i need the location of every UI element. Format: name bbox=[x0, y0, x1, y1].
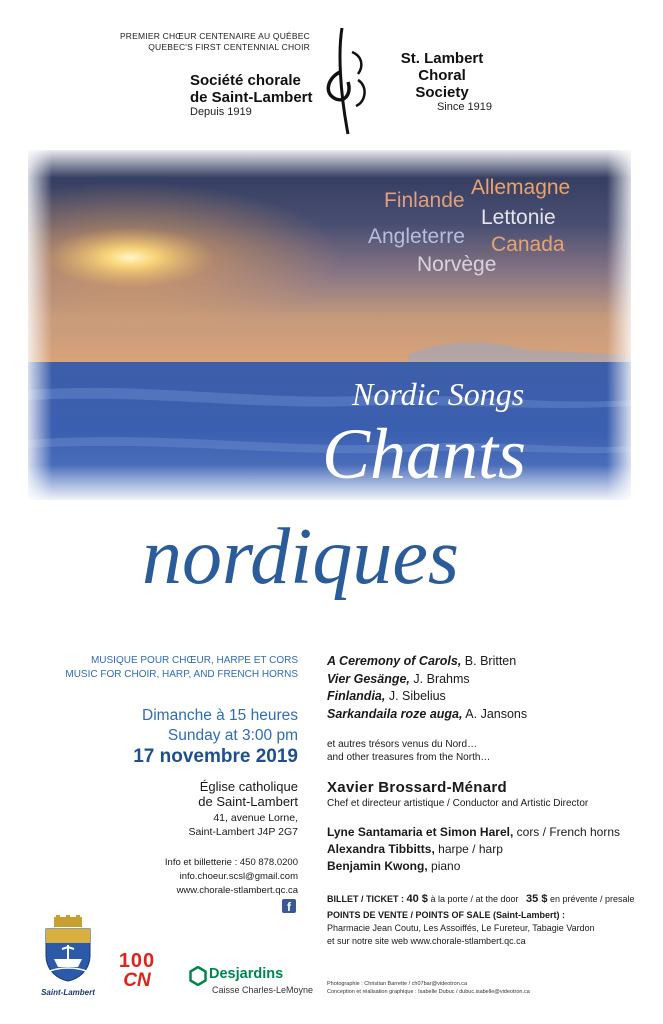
contact-info bbox=[20, 856, 298, 898]
performers-list bbox=[327, 824, 647, 875]
date-en: Sunday at 3:00 pm bbox=[167, 727, 298, 744]
work-item: Sarkandaila roze auga, A. Jansons bbox=[327, 706, 528, 721]
venue: Église catholique de Saint-Lambert bbox=[198, 779, 298, 809]
country-finland: Finlande bbox=[384, 189, 465, 212]
director-role: Chef et directeur artistique / Conductor and Artistic Director bbox=[327, 798, 589, 809]
work-item: Finlandia, J. Sibelius bbox=[327, 689, 446, 703]
desjardins-hexagon-icon bbox=[189, 966, 207, 986]
points-of-sale-line1: Pharmacie Jean Coutu, Les Assoiffés, Le Fureteur, Tabagie Vardon bbox=[327, 923, 595, 933]
city-crest-icon bbox=[40, 915, 96, 983]
country-norway: Norvège bbox=[417, 253, 497, 276]
tagline-en: QUEBEC'S FIRST CENTENNIAL CHOIR bbox=[148, 42, 310, 52]
country-canada: Canada bbox=[491, 233, 565, 256]
country-germany: Allemagne bbox=[471, 176, 571, 199]
program-subtitle: MUSIQUE POUR CHŒUR, HARPE ET CORS MUSIC FOR CHOIR, HARP, AND FRENCH HORNS bbox=[65, 655, 298, 680]
title-french-line1: Chants bbox=[322, 414, 527, 494]
performer-item: Benjamin Kwong, piano bbox=[327, 859, 461, 873]
cn-100-logo: 100 CN bbox=[118, 950, 156, 991]
work-item: A Ceremony of Carols, B. Britten bbox=[327, 654, 517, 668]
header-tagline bbox=[110, 31, 310, 53]
ticket-info bbox=[327, 893, 647, 948]
concert-date: 17 novembre 2019 bbox=[133, 746, 298, 767]
country-latvia: Lettonie bbox=[481, 206, 556, 229]
title-french-line2: nordiques bbox=[142, 513, 460, 601]
performer-item: Lyne Santamaria et Simon Harel, cors / French horns bbox=[327, 825, 621, 839]
info-phone: Info et billetterie : 450 878.0200 bbox=[164, 857, 298, 868]
credits: Photographie : Christian Barrette / ch07bar@videotron.ca Conception et réalisation graphique : Isabelle Dubuc / dubuc.isabelle@videotron.ca bbox=[327, 981, 530, 995]
ticket-prices: BILLET / TICKET : 40 $ à la porte / at the door 35 $ en prévente / presale bbox=[327, 893, 635, 905]
choir-logo-icon bbox=[318, 22, 380, 140]
points-of-sale-line2: et sur notre site web www.chorale-stlambert.qc.ca bbox=[327, 936, 526, 946]
contact-email[interactable]: info.choeur.scsl@gmail.com bbox=[179, 871, 298, 882]
director-name: Xavier Brossard-Ménard bbox=[327, 779, 508, 796]
work-item: Vier Gesänge, J. Brahms bbox=[327, 671, 470, 686]
works-list bbox=[327, 653, 647, 723]
points-of-sale-label: POINTS DE VENTE / POINTS OF SALE (Saint-Lambert) : bbox=[327, 910, 566, 920]
saint-lambert-crest bbox=[40, 915, 96, 995]
tagline-fr: PREMIER CHŒUR CENTENAIRE AU QUÉBEC bbox=[119, 31, 310, 41]
date-time bbox=[20, 706, 298, 746]
city-name: Saint-Lambert bbox=[41, 988, 95, 997]
facebook-icon[interactable]: f bbox=[282, 899, 296, 913]
society-name-fr: Société chorale de Saint-Lambert Depuis 1919 bbox=[190, 72, 313, 118]
society-name-en: St. Lambert Choral Society Since 1919 bbox=[400, 50, 492, 113]
title-english: Nordic Songs bbox=[352, 376, 525, 412]
venue-address: 41, avenue Lorne, Saint-Lambert J4P 2G7 bbox=[188, 812, 298, 838]
date-fr: Dimanche à 15 heures bbox=[142, 707, 298, 724]
country-england: Angleterre bbox=[368, 225, 465, 248]
performer-item: Alexandra Tibbitts, harpe / harp bbox=[327, 842, 503, 856]
other-treasures: et autres trésors venus du Nord… and other treasures from the North… bbox=[327, 739, 491, 763]
contact-website[interactable]: www.chorale-stlambert.qc.ca bbox=[176, 885, 298, 896]
